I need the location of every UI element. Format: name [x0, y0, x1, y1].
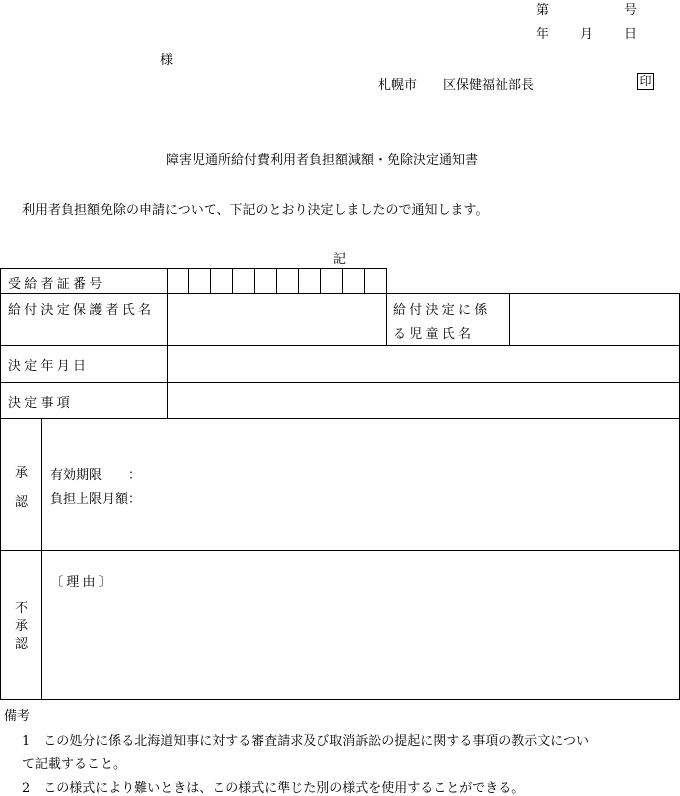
approval-label-char: 承 — [15, 466, 29, 481]
seal-stamp: 印 — [637, 73, 654, 90]
document-title: 障害児通所給付費利用者負担額減額・免除決定通知書 — [166, 153, 479, 168]
recipient-number-digit[interactable] — [343, 269, 364, 293]
recipient-number-digit[interactable] — [211, 269, 232, 293]
decision-date-field[interactable] — [168, 346, 679, 382]
guardian-name-label: 給付決定保護者氏名 — [8, 303, 155, 318]
recipient-number-label: 受給者証番号 — [8, 277, 106, 292]
validity-period-label: 有効期限 ： — [50, 468, 142, 483]
rejection-reason-area[interactable] — [42, 551, 679, 699]
child-name-label-line1: 給付決定に係 — [393, 303, 491, 318]
addressee-suffix: 様 — [160, 53, 174, 68]
date-day: 日 — [624, 27, 638, 42]
issuer: 札幌市 区保健福祉部長 — [378, 78, 535, 93]
recipient-number-digit[interactable] — [233, 269, 254, 293]
child-name-label-line2: る児童氏名 — [393, 327, 475, 342]
reason-label: 〔理由〕 — [50, 575, 116, 590]
recipient-number-digit[interactable] — [365, 269, 386, 293]
notes-heading: 備考 — [4, 709, 31, 724]
note-1-line-2: て記載すること。 — [22, 757, 127, 772]
number-prefix: 第 — [536, 3, 550, 18]
note-2: 2 この様式により難いときは、この様式に準じた別の様式を使用することができる。 — [22, 781, 525, 796]
recipient-number-digit[interactable] — [168, 269, 188, 293]
recipient-number-digit[interactable] — [277, 269, 298, 293]
recipient-number-digit[interactable] — [321, 269, 342, 293]
decision-matter-label: 決定事項 — [8, 396, 74, 411]
guardian-name-field[interactable] — [168, 294, 386, 345]
date-month: 月 — [580, 27, 594, 42]
rejection-label-char: 認 — [15, 637, 29, 652]
child-name-field[interactable] — [510, 294, 679, 345]
decision-date-label: 決定年月日 — [8, 359, 90, 374]
rejection-label-char: 承 — [15, 619, 29, 634]
recipient-number-digit[interactable] — [189, 269, 210, 293]
approval-content-area[interactable] — [42, 419, 679, 550]
monthly-limit-label: 負担上限月額： — [50, 492, 142, 507]
recipient-number-digit[interactable] — [299, 269, 320, 293]
approval-label-char: 認 — [15, 495, 29, 510]
intro-text: 利用者負担額免除の申請について、下記のとおり決定しましたので通知します。 — [22, 203, 489, 218]
date-year: 年 — [536, 27, 550, 42]
recipient-number-digit[interactable] — [255, 269, 276, 293]
note-1-line-1: 1 この処分に係る北海道知事に対する審査請求及び取消訴訟の提起に関する事項の教示文につい — [22, 734, 590, 749]
decision-matter-field[interactable] — [168, 383, 679, 418]
ki-heading: 記 — [333, 252, 347, 267]
number-suffix: 号 — [624, 3, 638, 18]
rejection-label-char: 不 — [15, 601, 29, 616]
